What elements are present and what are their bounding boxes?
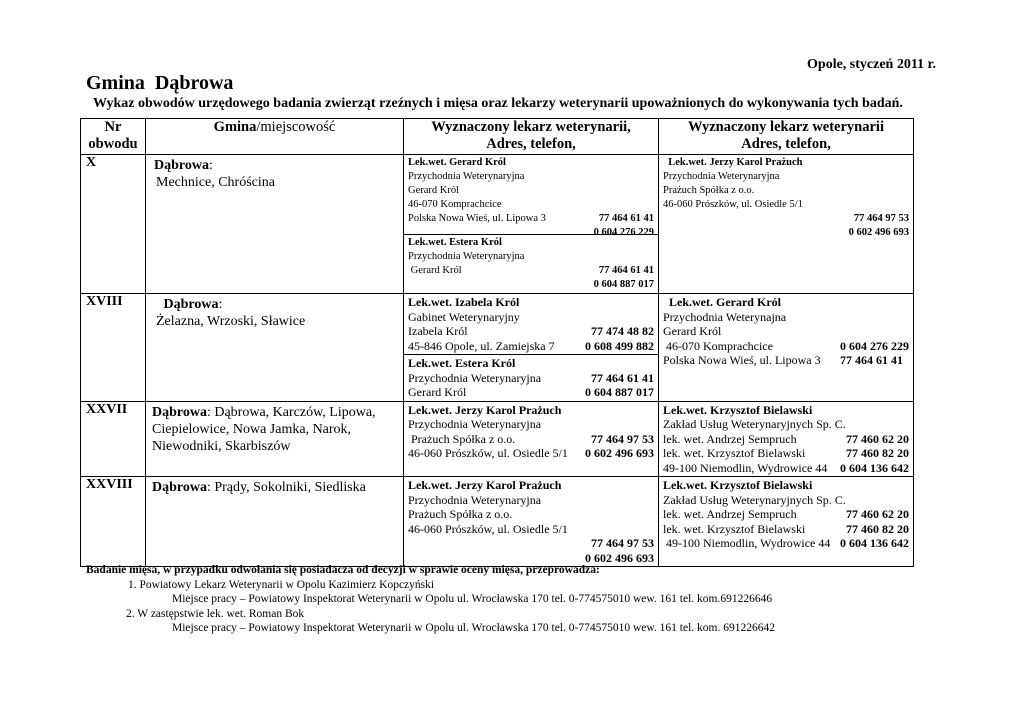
page-subtitle: Wykaz obwodów urzędowego badania zwierząt rzeźnych i mięsa oraz lekarzy weterynarii upoważnionych do wykonywania tych badań.: [93, 96, 903, 111]
district-places: [146, 401, 404, 477]
vet-phone: 0 604 136 642: [840, 460, 909, 475]
places-list: : Prądy, Sokolniki, Siedliska: [206, 480, 366, 495]
vet-line: Prażuch Spółka z o.o.: [408, 507, 513, 521]
vet-cell-2: [659, 401, 914, 477]
vet-line: Przychodnia Weterynaryjna: [408, 370, 542, 385]
vet-phone: 0 604 276 229: [840, 338, 909, 353]
vet-phone: 77 460 82 20: [846, 446, 909, 460]
vet-line: Przychodnia Weterynaryjna: [408, 251, 525, 262]
header-vet-2: [659, 119, 914, 155]
district-nr: XVIII: [81, 294, 146, 402]
vet-phone: 77 460 62 20: [846, 431, 909, 446]
document-date: Opole, styczeń 2011 r.: [807, 57, 936, 72]
vet-phone: 77 474 48 82: [591, 324, 654, 338]
vet-line: lek. wet. Krzysztof Bielawski: [663, 521, 806, 536]
vet-cell-1: [404, 401, 659, 477]
district-nr: XXVII: [81, 401, 146, 477]
vet-cell-2: [659, 155, 914, 294]
vet-phone: 0 604 887 017: [593, 279, 654, 290]
vet-title: Lek.wet. Krzysztof Bielawski: [663, 478, 813, 492]
vet-address: 46-060 Prószków, ul. Osiedle 5/1: [408, 446, 568, 460]
vet-phone: 77 460 62 20: [846, 507, 909, 521]
gmina-name: Dąbrowa: [160, 297, 219, 312]
district-places: [146, 155, 404, 294]
district-places: [146, 477, 404, 567]
vet-line: Gabinet Weterynaryjny: [408, 309, 520, 324]
vet-phone: 0 602 496 693: [585, 446, 654, 460]
vet-phone: 77 464 61 41: [598, 213, 654, 224]
gmina-name: Dąbrowa: [152, 480, 207, 495]
vet-phone: 77 460 82 20: [846, 521, 909, 536]
vet-line: lek. wet. Krzysztof Bielawski: [663, 446, 806, 460]
vet-phone: 77 464 97 53: [853, 213, 909, 224]
gmina-name: Dąbrowa: [154, 158, 209, 173]
vet-line: Zakład Usług Weterynaryjnych Sp. C.: [663, 417, 846, 431]
table-row: [81, 294, 914, 402]
vet-phone: 77 464 61 41: [840, 353, 903, 367]
vet-line: Gerard Król: [663, 324, 722, 338]
district-nr: X: [81, 155, 146, 294]
district-places: [146, 294, 404, 402]
header-vet-2-line2: Adres, telefon,: [741, 136, 831, 152]
footer-item-1: 1. Powiatowy Lekarz Weterynarii w Opolu Kazimierz Kopczyński: [128, 578, 435, 591]
vet-line: lek. wet. Andrzej Sempruch: [663, 431, 797, 446]
vet-title: Lek.wet. Jerzy Karol Prażuch: [408, 402, 562, 417]
vet-line: 46-070 Komprachcice: [663, 338, 773, 353]
district-nr: XXVIII: [81, 477, 146, 567]
vet-address: 49-100 Niemodlin, Wydrowice 44: [663, 536, 831, 550]
footer-notes: [86, 563, 775, 636]
vet-title: Lek.wet. Jerzy Karol Prażuch: [663, 157, 803, 168]
vet-line: Przychodnia Weterynaryjna: [408, 417, 542, 431]
vet-cell-1: [404, 294, 659, 402]
vet-phone: 77 464 97 53: [591, 536, 654, 550]
vet-phone: 0 608 499 882: [585, 338, 654, 353]
vet-title: Lek.wet. Gerard Król: [408, 157, 506, 168]
vet-cell-1: [404, 477, 659, 567]
vet-line: Zakład Usług Weterynaryjnych Sp. C.: [663, 492, 846, 507]
gmina-colon: :: [218, 297, 223, 312]
vet-line: Prażuch Spółka z o.o.: [408, 431, 516, 446]
footer-item-2-place: Miejsce pracy – Powiatowy Inspektorat Weterynarii w Opolu ul. Wrocławska 170 tel. 0-774575010 wew. 161 tel. kom. 691226642: [172, 622, 775, 634]
vet-phone: 0 604 136 642: [840, 536, 909, 550]
header-vet-1: [404, 119, 659, 155]
header-nr-line2: obwodu: [88, 136, 138, 152]
vet-title: Lek.wet. Izabela Król: [408, 295, 520, 309]
footer-heading: Badanie mięsa, w przypadku odwołania się posiadacza od decyzji w sprawie oceny mięsa, przeprowadza:: [86, 564, 600, 576]
header-gmina: [146, 119, 404, 155]
vet-phone: 77 464 97 53: [591, 431, 654, 446]
vet-line: lek. wet. Andrzej Sempruch: [663, 507, 797, 521]
vet-line: 46-060 Prószków, ul. Osiedle 5/1: [663, 199, 803, 210]
vet-phone: 77 464 61 41: [591, 370, 654, 385]
vet-title: Lek.wet. Gerard Król: [663, 295, 781, 309]
header-gmina-bold: Gmina: [213, 119, 257, 135]
gmina-name: Dąbrowa: [152, 404, 207, 420]
places-list: : Dąbrowa, Karczów, Lipowa, Ciepielowice, Nowa Jamka, Narok, Niewodniki, Skarbiszów: [152, 404, 376, 454]
places-list: Mechnice, Chróścina: [156, 175, 275, 190]
header-gmina-rest: /miejscowość: [256, 119, 336, 135]
vet-phone: 0 602 496 693: [585, 550, 654, 565]
vet-phone: 77 464 61 41: [598, 265, 654, 276]
vet-address: 49-100 Niemodlin, Wydrowice 44: [663, 460, 828, 475]
vet-title: Lek.wet. Estera Król: [408, 237, 502, 248]
vet-line: 46-070 Komprachcice: [408, 199, 502, 210]
vet-line: Przychodnia Weterynaryjna: [663, 171, 780, 182]
vet-line: Gerard Król: [408, 265, 462, 276]
vet-phone: 0 604 276 229: [593, 227, 654, 238]
districts-table: [80, 118, 914, 567]
vet-line: Gerard Król: [408, 385, 467, 399]
vet-phone: 0 602 496 693: [848, 227, 909, 238]
vet-line: Izabela Król: [408, 324, 468, 338]
table-row: [81, 477, 914, 567]
header-vet-2-line1: Wyznaczony lekarz weterynarii: [688, 119, 884, 135]
footer-item-1-place: Miejsce pracy – Powiatowy Inspektorat Weterynarii w Opolu ul. Wrocławska 170 tel. 0-774575010 wew. 161 tel. kom.691226646: [172, 593, 773, 605]
vet-address: 45-846 Opole, ul. Zamiejska 7: [408, 338, 555, 353]
vet-cell-1: [404, 155, 659, 294]
footer-item-2: 2. W zastępstwie lek. wet. Roman Bok: [126, 607, 305, 620]
vet-address: 46-060 Prószków, ul. Osiedle 5/1: [408, 521, 568, 536]
gmina-colon: :: [208, 158, 213, 173]
header-nr-line1: Nr: [104, 119, 122, 135]
vet-title: Lek.wet. Estera Król: [408, 356, 516, 370]
vet-title: Lek.wet. Krzysztof Bielawski: [663, 402, 813, 417]
table-row: [81, 401, 914, 477]
vet-phone: 0 604 887 017: [585, 385, 654, 399]
places-list: Żelazna, Wrzoski, Sławice: [156, 314, 306, 329]
vet-line: Gerard Król: [408, 185, 460, 196]
vet-line: Przychodnia Weterynaryjna: [408, 171, 525, 182]
vet-line: Przychodnia Weterynaryjna: [408, 492, 542, 507]
table-header-row: [81, 119, 914, 155]
vet-cell-2: [659, 477, 914, 567]
table-row: [81, 155, 914, 294]
vet-line: Przychodnia Weterynajna: [663, 309, 787, 324]
vet-title: Lek.wet. Jerzy Karol Prażuch: [408, 478, 562, 492]
header-nr: [81, 119, 146, 155]
header-vet-1-line2: Adres, telefon,: [486, 136, 576, 152]
vet-address: Polska Nowa Wieś, ul. Lipowa 3: [663, 353, 821, 367]
vet-cell-2: [659, 294, 914, 402]
vet-address: Polska Nowa Wieś, ul. Lipowa 3: [408, 213, 546, 224]
header-vet-1-line1: Wyznaczony lekarz weterynarii,: [431, 119, 631, 135]
page-title: Gmina Dąbrowa: [86, 72, 234, 94]
vet-line: Prażuch Spółka z o.o.: [663, 185, 755, 196]
